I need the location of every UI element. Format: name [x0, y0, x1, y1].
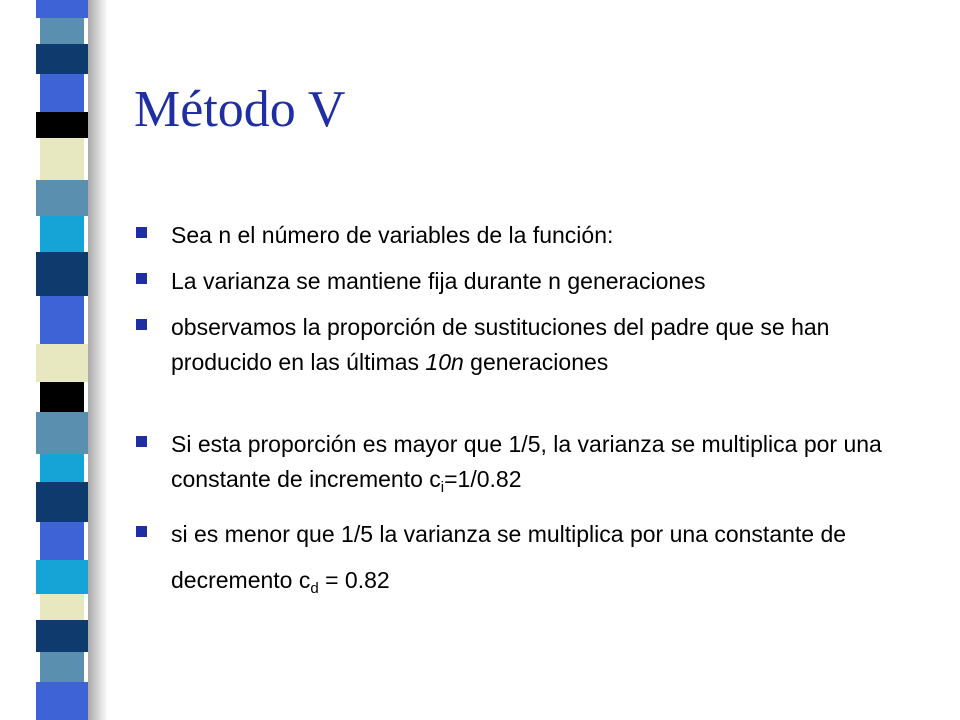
strip-block: [40, 18, 84, 44]
strip-block: [40, 454, 84, 482]
strip-block: [36, 112, 88, 138]
strip-block: [40, 594, 84, 620]
bullet-square-icon: [136, 273, 147, 284]
strip-block: [36, 412, 88, 454]
strip-block: [36, 560, 88, 594]
strip-block: [36, 44, 88, 74]
bullet-text: Sea n el número de variables de la función:: [171, 222, 614, 248]
bullet-item: [134, 264, 924, 299]
strip-block: [36, 682, 88, 720]
bullet-text-part: generaciones: [463, 349, 609, 375]
bullet-square-icon: [136, 227, 147, 238]
bullet-text-part: =1/0.82: [444, 466, 522, 492]
strip-block: [40, 74, 84, 112]
strip-block: [40, 522, 84, 560]
slide-title: Método V: [134, 81, 346, 138]
strip-block: [40, 138, 84, 180]
strip-block: [40, 216, 84, 252]
bullet-text: [171, 310, 924, 380]
bullet-text: La varianza se mantiene fija durante n generaciones: [171, 268, 706, 294]
subscript: d: [310, 580, 319, 597]
strip-block: [36, 180, 88, 216]
decorative-color-strip: [36, 0, 88, 720]
strip-block: [36, 620, 88, 652]
bullet-square-icon: [136, 526, 147, 537]
bullet-text-part: = 0.82: [318, 567, 390, 593]
strip-block: [36, 252, 88, 296]
bullet-square-icon: [136, 436, 147, 447]
bullet-text-italic: 10n: [425, 349, 464, 375]
strip-block: [40, 652, 84, 682]
strip-block: [36, 344, 88, 382]
bullet-text-part: observamos la proporción de sustituciones del padre que se han producido en las últimas: [171, 314, 830, 375]
strip-block: [36, 0, 88, 18]
bullet-square-icon: [136, 319, 147, 330]
subscript: i: [440, 479, 445, 496]
bullet-item: [134, 218, 924, 253]
bullet-text-part: Si esta proporción es mayor que 1/5, la varianza se multiplica por una constante de incremento c: [171, 431, 882, 492]
bullet-text: [171, 511, 924, 603]
bullet-item: [134, 310, 924, 380]
strip-block: [40, 296, 84, 344]
bullet-text: [171, 427, 924, 497]
strip-block: [40, 382, 84, 412]
bullet-item: [134, 427, 924, 497]
strip-block: [36, 482, 88, 522]
bullet-text-part: si es menor que 1/5 la varianza se multiplica por una constante de decremento c: [171, 521, 847, 593]
decorative-strip-shadow: [88, 0, 108, 720]
bullet-item: [134, 517, 924, 603]
